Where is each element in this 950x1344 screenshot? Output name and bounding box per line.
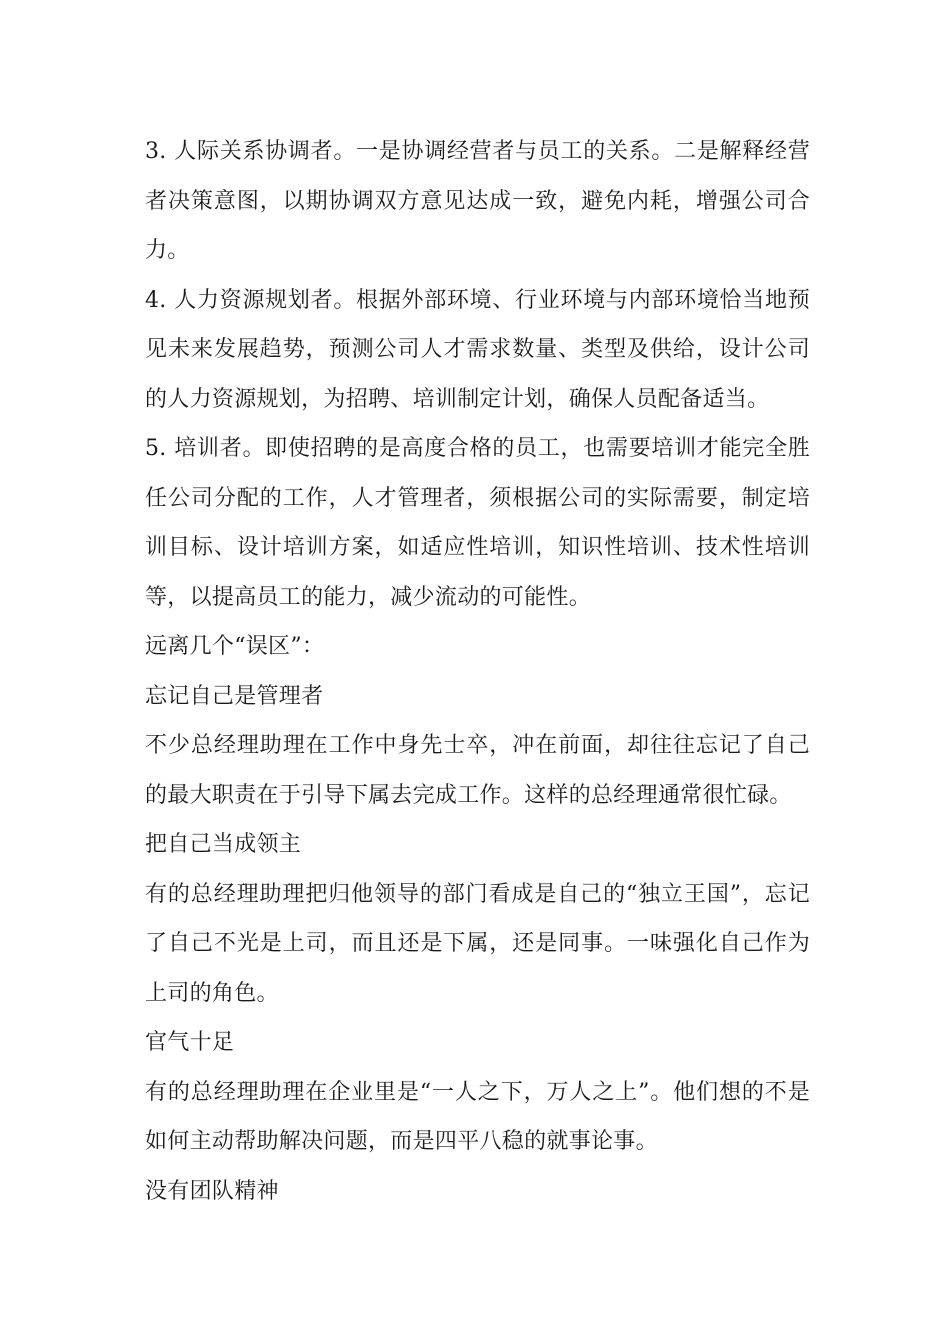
paragraph-misconceptions-intro: 远离几个“误区”： xyxy=(145,634,325,659)
paragraph-lord: 有的总经理助理把归他领导的部门看成是自己的“独立王国”，忘记了自己不光是上司，而且还是下属，还是同事。一味强化自己作为上司的角色。 xyxy=(145,881,810,1006)
paragraph-role-coordinator: 3. 人际关系协调者。一是协调经营者与员工的关系。二是解释经营者决策意图，以期协调双方意见达成一致，避免内耗，增强公司合力。 xyxy=(145,139,810,263)
heading-forget-manager: 忘记自己是管理者 xyxy=(145,683,324,709)
document-body xyxy=(145,127,810,1216)
heading-lord: 把自己当成领主 xyxy=(145,832,302,857)
paragraph-role-trainer: 5. 培训者。即使招聘的是高度合格的员工，也需要培训才能完全胜任公司分配的工作，人才管理者，须根据公司的实际需要，制定培训目标、设计培训方案，如适应性培训，知识性培训、技术性培训等，以提高员工的能力，减少流动的可能性。 xyxy=(145,436,810,610)
paragraph-forget-manager: 不少总经理助理在工作中身先士卒，冲在前面，却往往忘记了自己的最大职责在于引导下属去完成工作。这样的总经理通常很忙碌。 xyxy=(145,733,810,808)
heading-bureaucratic: 官气十足 xyxy=(145,1030,235,1055)
heading-no-team-spirit: 没有团队精神 xyxy=(145,1178,279,1204)
paragraph-bureaucratic: 有的总经理助理在企业里是“一人之下，万人之上”。他们想的不是如何主动帮助解决问题，而是四平八稳的就事论事。 xyxy=(145,1079,810,1154)
paragraph-role-planner: 4. 人力资源规划者。根据外部环境、行业环境与内部环境恰当地预见未来发展趋势，预测公司人才需求数量、类型及供给，设计公司的人力资源规划，为招聘、培训制定计划，确保人员配备适当。 xyxy=(145,287,810,412)
